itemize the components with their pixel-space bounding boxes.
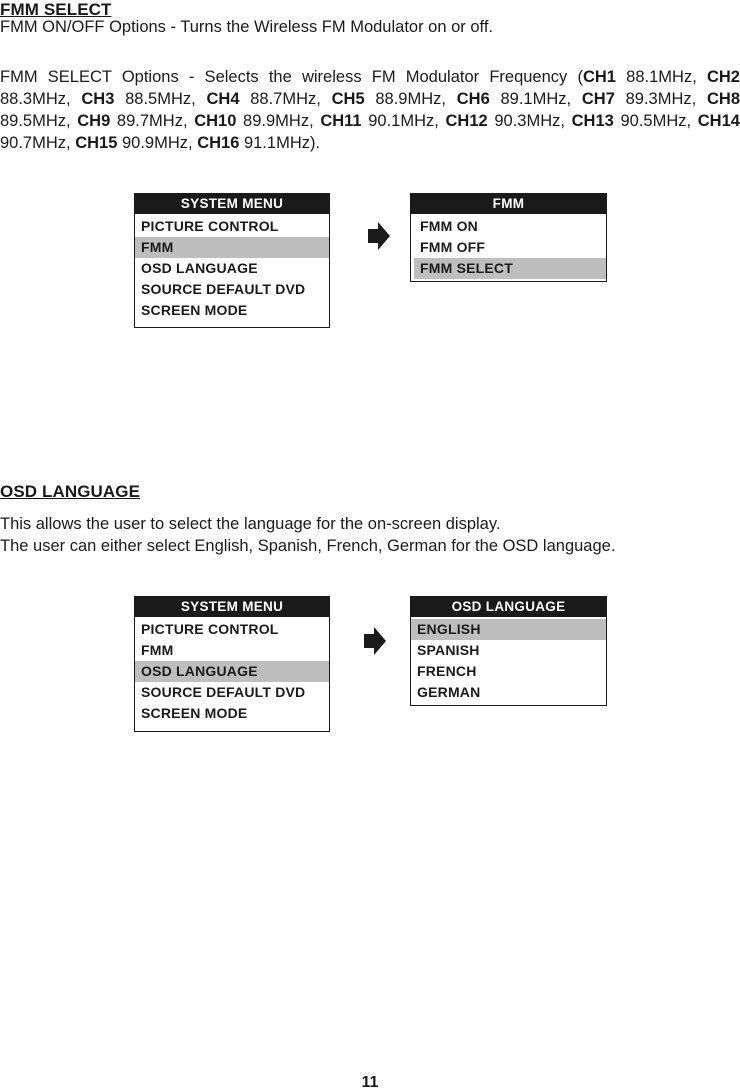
menu-item[interactable]: PICTURE CONTROL xyxy=(141,621,279,637)
osd-language-paragraph xyxy=(0,513,740,557)
channel-frequency: 89.5MHz, xyxy=(0,112,71,130)
channel-label: CH12 xyxy=(445,112,488,130)
channel-frequency: 90.1MHz, xyxy=(361,112,439,130)
menu-item[interactable]: OSD LANGUAGE xyxy=(135,661,329,682)
menu-item[interactable]: PICTURE CONTROL xyxy=(141,218,279,234)
osd-language-submenu-title: OSD LANGUAGE xyxy=(411,597,606,617)
channel-label: CH1 xyxy=(582,68,616,86)
system-menu-title: SYSTEM MENU xyxy=(135,194,329,214)
channel-frequency: 89.9MHz, xyxy=(236,112,314,130)
system-menu-list xyxy=(135,214,329,321)
channel-label: CH3 xyxy=(81,90,115,108)
fmm-submenu-panel xyxy=(410,193,607,282)
menu-item[interactable]: SPANISH xyxy=(417,642,480,658)
menu-item[interactable]: ENGLISH xyxy=(411,619,606,640)
channel-label: CH5 xyxy=(331,90,365,108)
channel-label: CH13 xyxy=(571,112,614,130)
channel-frequency: 88.9MHz, xyxy=(364,90,446,108)
fmm-frequency-text xyxy=(0,66,740,154)
channel-frequency: 88.5MHz, xyxy=(114,90,196,108)
channel-frequency: 90.3MHz, xyxy=(487,112,565,130)
channel-frequency: 89.1MHz, xyxy=(489,90,572,108)
right-arrow-icon xyxy=(364,627,386,655)
fmm-frequency-intro: FMM SELECT Options - Selects the wireless FM Modulator Frequency ( xyxy=(0,68,583,86)
fmm-onoff-paragraph xyxy=(0,16,740,38)
fmm-select-paragraph xyxy=(0,66,740,154)
fmm-onoff-text: FMM ON/OFF Options - Turns the Wireless FM Modulator on or off. xyxy=(0,18,493,36)
channel-label: CH9 xyxy=(77,112,111,130)
menu-item[interactable]: FMM xyxy=(141,642,174,658)
channel-frequency: 89.7MHz, xyxy=(110,112,188,130)
channel-label: CH4 xyxy=(206,90,240,108)
channel-label: CH10 xyxy=(194,112,237,130)
channel-frequency: 91.1MHz). xyxy=(239,134,321,152)
fmm-submenu-list xyxy=(411,214,606,279)
channel-frequency: 90.9MHz, xyxy=(117,134,193,152)
system-menu-osd-panel xyxy=(134,596,330,732)
channel-label: CH8 xyxy=(706,90,740,108)
menu-item[interactable]: SOURCE DEFAULT DVD xyxy=(141,684,306,700)
system-menu-title: SYSTEM MENU xyxy=(135,597,329,617)
channel-frequency: 88.7MHz, xyxy=(239,90,321,108)
menu-item[interactable]: SCREEN MODE xyxy=(141,302,248,318)
right-arrow-icon xyxy=(368,222,390,250)
osd-language-line-1: This allows the user to select the language for the on-screen display. xyxy=(0,515,501,533)
channel-frequency: 88.1MHz, xyxy=(615,68,697,86)
system-menu-list xyxy=(135,617,329,724)
channel-label: CH6 xyxy=(456,90,490,108)
channel-frequency: 88.3MHz, xyxy=(0,90,71,108)
menu-item[interactable]: OSD LANGUAGE xyxy=(141,260,258,276)
menu-item[interactable]: GERMAN xyxy=(417,684,481,700)
osd-language-submenu-list xyxy=(411,617,606,703)
osd-language-line-2: The user can either select English, Spanish, French, German for the OSD language. xyxy=(0,537,616,555)
menu-item[interactable]: FRENCH xyxy=(417,663,477,679)
channel-frequency: 89.3MHz, xyxy=(614,90,697,108)
channel-label: CH14 xyxy=(697,112,740,130)
channel-frequency: 90.5MHz, xyxy=(613,112,692,130)
page-number: 11 xyxy=(361,1074,379,1091)
system-menu-fmm-panel xyxy=(134,193,330,328)
fmm-submenu-title: FMM xyxy=(411,194,606,214)
menu-item[interactable]: SOURCE DEFAULT DVD xyxy=(141,281,306,297)
channel-label: CH7 xyxy=(581,90,615,108)
channel-label: CH2 xyxy=(706,68,740,86)
osd-language-submenu-panel xyxy=(410,596,607,706)
channel-label: CH16 xyxy=(197,134,240,152)
osd-language-heading: OSD LANGUAGE xyxy=(0,482,141,501)
menu-item[interactable]: FMM SELECT xyxy=(414,258,606,279)
menu-item[interactable]: FMM ON xyxy=(420,218,478,234)
menu-item[interactable]: FMM xyxy=(135,237,329,258)
channel-frequency: 90.7MHz, xyxy=(0,134,71,152)
menu-item[interactable]: FMM OFF xyxy=(420,239,486,255)
fmm-select-heading: FMM SELECT xyxy=(0,0,112,19)
menu-item[interactable]: SCREEN MODE xyxy=(141,705,248,721)
channel-label: CH11 xyxy=(320,112,362,130)
channel-label: CH15 xyxy=(75,134,118,152)
